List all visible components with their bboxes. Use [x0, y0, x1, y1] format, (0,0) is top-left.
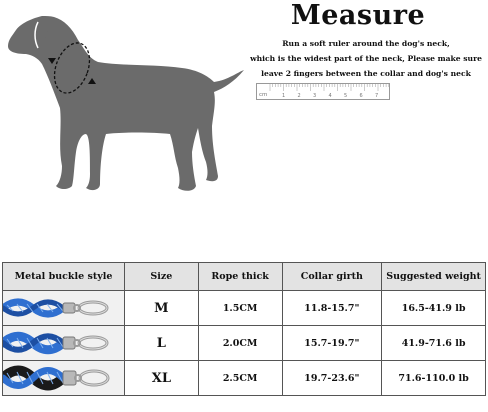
rope-thick-value: 2.0CM — [198, 326, 282, 361]
header-collar-girth: Collar girth — [282, 263, 382, 291]
leash-image-cell — [3, 326, 125, 361]
ruler-number: 3 — [313, 93, 317, 99]
table-row — [3, 361, 486, 396]
ruler-icon — [256, 83, 390, 100]
size-chart-table — [2, 262, 486, 396]
ruler-number: 1 — [282, 93, 286, 99]
braided-rope — [3, 336, 63, 350]
instructions — [246, 36, 486, 81]
ruler-number: 4 — [328, 93, 332, 99]
rope-thick-value: 2.5CM — [198, 361, 282, 396]
braided-rope — [3, 302, 63, 314]
instruction-line: leave 2 fingers between the collar and dog's neck — [261, 69, 471, 78]
suggested-weight-value: 41.9-71.6 lb — [382, 326, 486, 361]
ruler-number: 5 — [344, 93, 348, 99]
ruler-number: 2 — [297, 93, 301, 99]
collar-girth-value: 11.8-15.7" — [282, 291, 382, 326]
header-rope-thick: Rope thick — [198, 263, 282, 291]
rope-thick-value: 1.5CM — [198, 291, 282, 326]
ruler-unit: cm — [259, 92, 268, 98]
instruction-line: which is the widest part of the neck, Please make sure — [250, 54, 482, 63]
size-value: M — [124, 291, 198, 326]
suggested-weight-value: 71.6-110.0 lb — [382, 361, 486, 396]
header-suggested-weight: Suggested weight — [382, 263, 486, 291]
table-row — [3, 326, 486, 361]
instruction-line: Run a soft ruler around the dog's neck, — [282, 39, 450, 48]
collar-girth-value: 15.7-19.7" — [282, 326, 382, 361]
metal-buckle-icon — [74, 302, 107, 314]
ruler-number: 7 — [375, 93, 379, 99]
leash-image-cell — [3, 291, 125, 326]
leash-image-cell — [3, 361, 125, 396]
size-value: XL — [124, 361, 198, 396]
header-metal-buckle-style: Metal buckle style — [3, 263, 125, 291]
suggested-weight-value: 16.5-41.9 lb — [382, 291, 486, 326]
dog-silhouette — [8, 16, 244, 191]
header-size: Size — [124, 263, 198, 291]
size-value: L — [124, 326, 198, 361]
metal-buckle-icon — [74, 337, 107, 349]
leash-image — [3, 361, 121, 395]
leash-image — [3, 291, 121, 325]
dog-illustration — [2, 6, 252, 194]
page-title: Measure — [290, 0, 426, 31]
table-row — [3, 291, 486, 326]
metal-buckle-icon — [75, 371, 108, 385]
leash-image — [3, 326, 121, 360]
measure-section — [0, 0, 488, 190]
ruler-number: 6 — [359, 93, 363, 99]
table-header-row — [3, 263, 486, 291]
collar-girth-value: 19.7-23.6" — [282, 361, 382, 396]
braided-rope — [3, 371, 63, 386]
